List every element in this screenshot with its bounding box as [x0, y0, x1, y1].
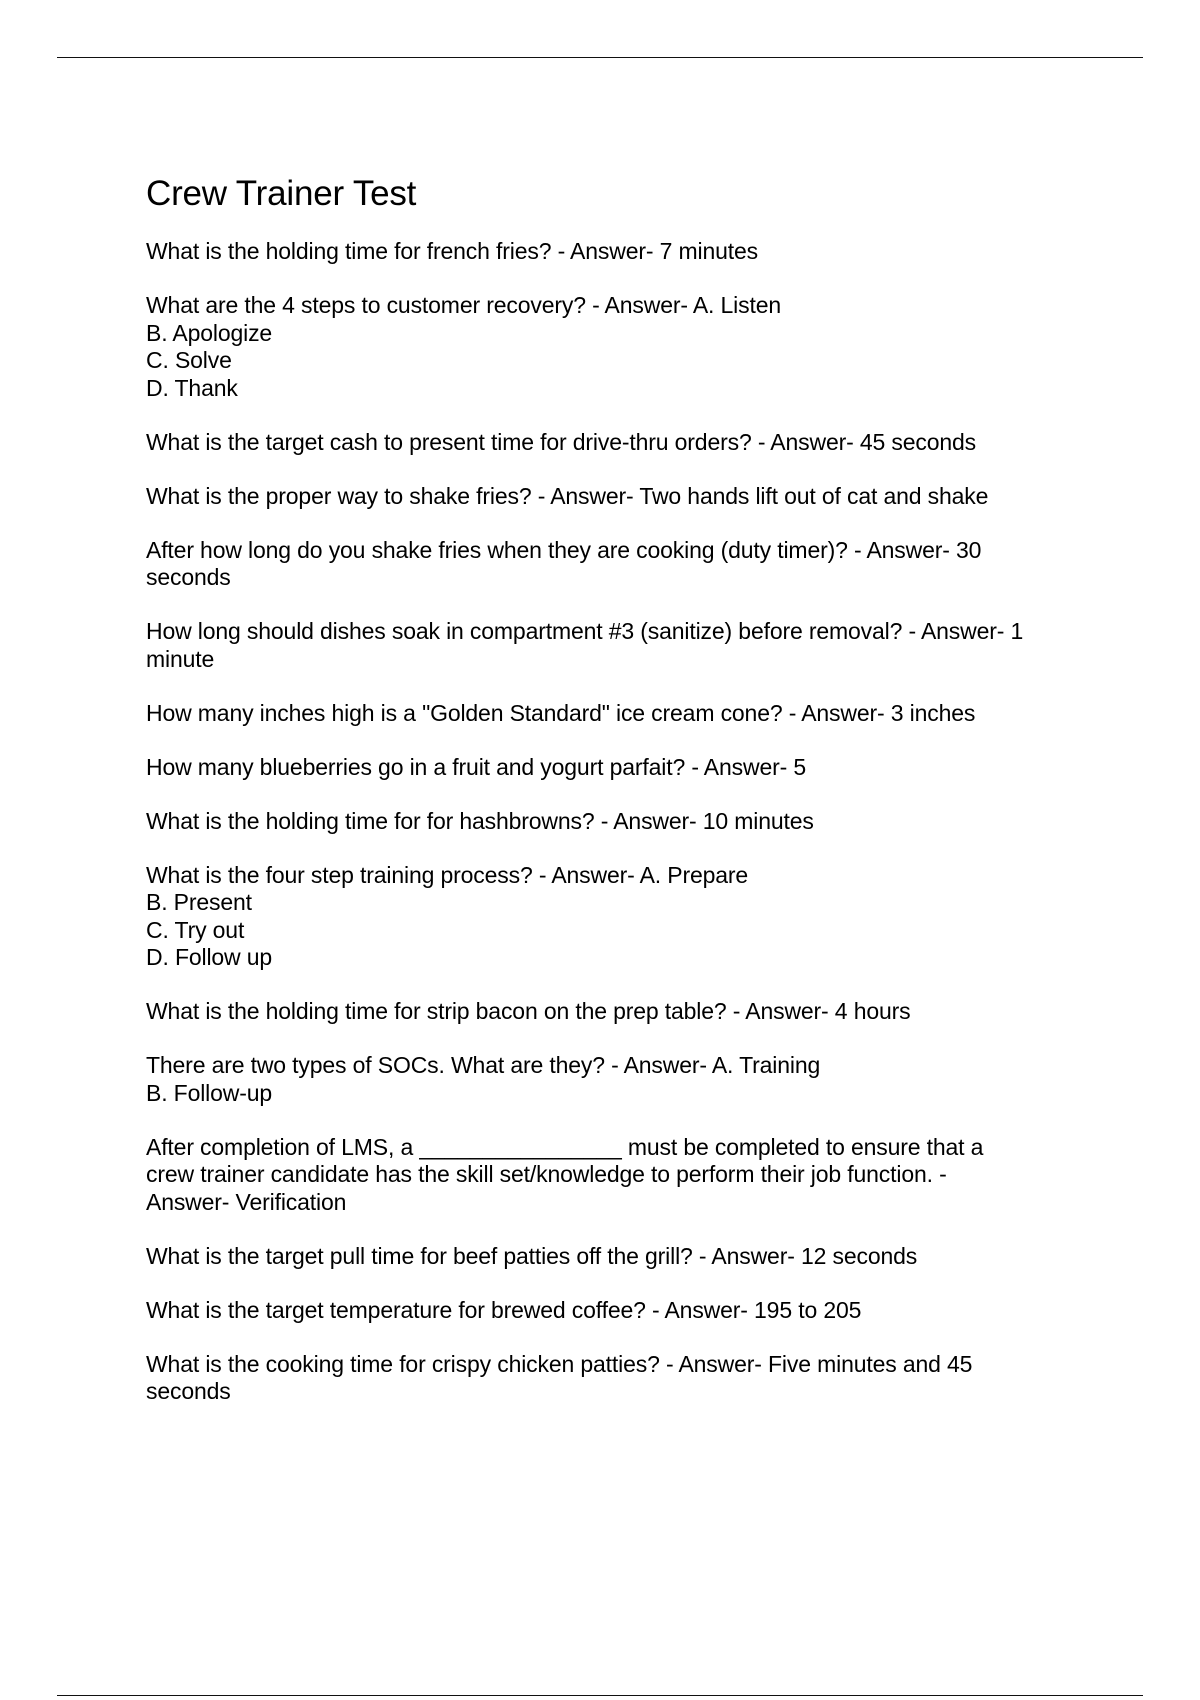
qa-line: minute: [146, 645, 215, 672]
qa-line: B. Apologize: [146, 319, 273, 346]
qa-item: [146, 1243, 1086, 1271]
qa-line: D. Thank: [146, 374, 238, 401]
qa-line: What are the 4 steps to customer recovery? - Answer- A. Listen: [146, 292, 781, 318]
qa-line: D. Follow up: [146, 944, 273, 970]
document-body: [146, 172, 1086, 1432]
qa-line: What is the holding time for french fries? - Answer- 7 minutes: [146, 238, 758, 264]
footer-rule: [57, 1695, 1143, 1696]
qa-item: [146, 808, 1086, 836]
qa-line: How many blueberries go in a fruit and yogurt parfait? - Answer- 5: [146, 753, 806, 780]
qa-line: seconds: [146, 1378, 231, 1404]
qa-line: What is the holding time for for hashbrowns? - Answer- 10 minutes: [146, 807, 814, 834]
qa-line: Answer- Verification: [146, 1188, 347, 1215]
qa-item: [146, 700, 1086, 728]
qa-line: C. Solve: [146, 347, 232, 373]
qa-item: [146, 483, 1086, 511]
qa-line: B. Present: [146, 889, 252, 915]
qa-line: What is the proper way to shake fries? - Answer- Two hands lift out of cat and shake: [146, 482, 989, 509]
qa-item: [146, 537, 1086, 592]
header-rule: [57, 57, 1143, 58]
qa-item: [146, 862, 1086, 972]
qa-item: [146, 1052, 1086, 1107]
qa-line: What is the cooking time for crispy chicken patties? - Answer- Five minutes and 45: [146, 1350, 973, 1377]
qa-item: [146, 998, 1086, 1026]
qa-line: seconds: [146, 564, 231, 590]
qa-item: [146, 754, 1086, 782]
qa-line: What is the target pull time for beef patties off the grill? - Answer- 12 seconds: [146, 1242, 918, 1269]
qa-line: What is the holding time for strip bacon on the prep table? - Answer- 4 hours: [146, 998, 911, 1024]
qa-line: How long should dishes soak in compartment #3 (sanitize) before removal? - Answer- 1: [146, 618, 1024, 644]
qa-line: After how long do you shake fries when they are cooking (duty timer)? - Answer- 30: [146, 536, 982, 563]
page-title: Crew Trainer Test: [146, 174, 417, 213]
qa-item: [146, 292, 1086, 402]
qa-line: C. Try out: [146, 916, 245, 943]
qa-item: [146, 1297, 1086, 1325]
qa-line: What is the four step training process? - Answer- A. Prepare: [146, 861, 749, 888]
qa-line: B. Follow-up: [146, 1079, 273, 1106]
qa-item: [146, 238, 1086, 266]
qa-item: [146, 1351, 1086, 1406]
qa-line: What is the target cash to present time for drive-thru orders? - Answer- 45 seconds: [146, 428, 976, 455]
qa-line: After completion of LMS, a ________________ must be completed to ensure that a: [146, 1133, 984, 1160]
qa-item: [146, 618, 1086, 673]
qa-item: [146, 1134, 1086, 1217]
qa-line: crew trainer candidate has the skill set/knowledge to perform their job function. -: [146, 1161, 947, 1187]
qa-line: There are two types of SOCs. What are they? - Answer- A. Training: [146, 1052, 821, 1078]
qa-line: How many inches high is a "Golden Standard" ice cream cone? - Answer- 3 inches: [146, 699, 976, 726]
qa-line: What is the target temperature for brewed coffee? - Answer- 195 to 205: [146, 1296, 862, 1323]
qa-item: [146, 429, 1086, 457]
